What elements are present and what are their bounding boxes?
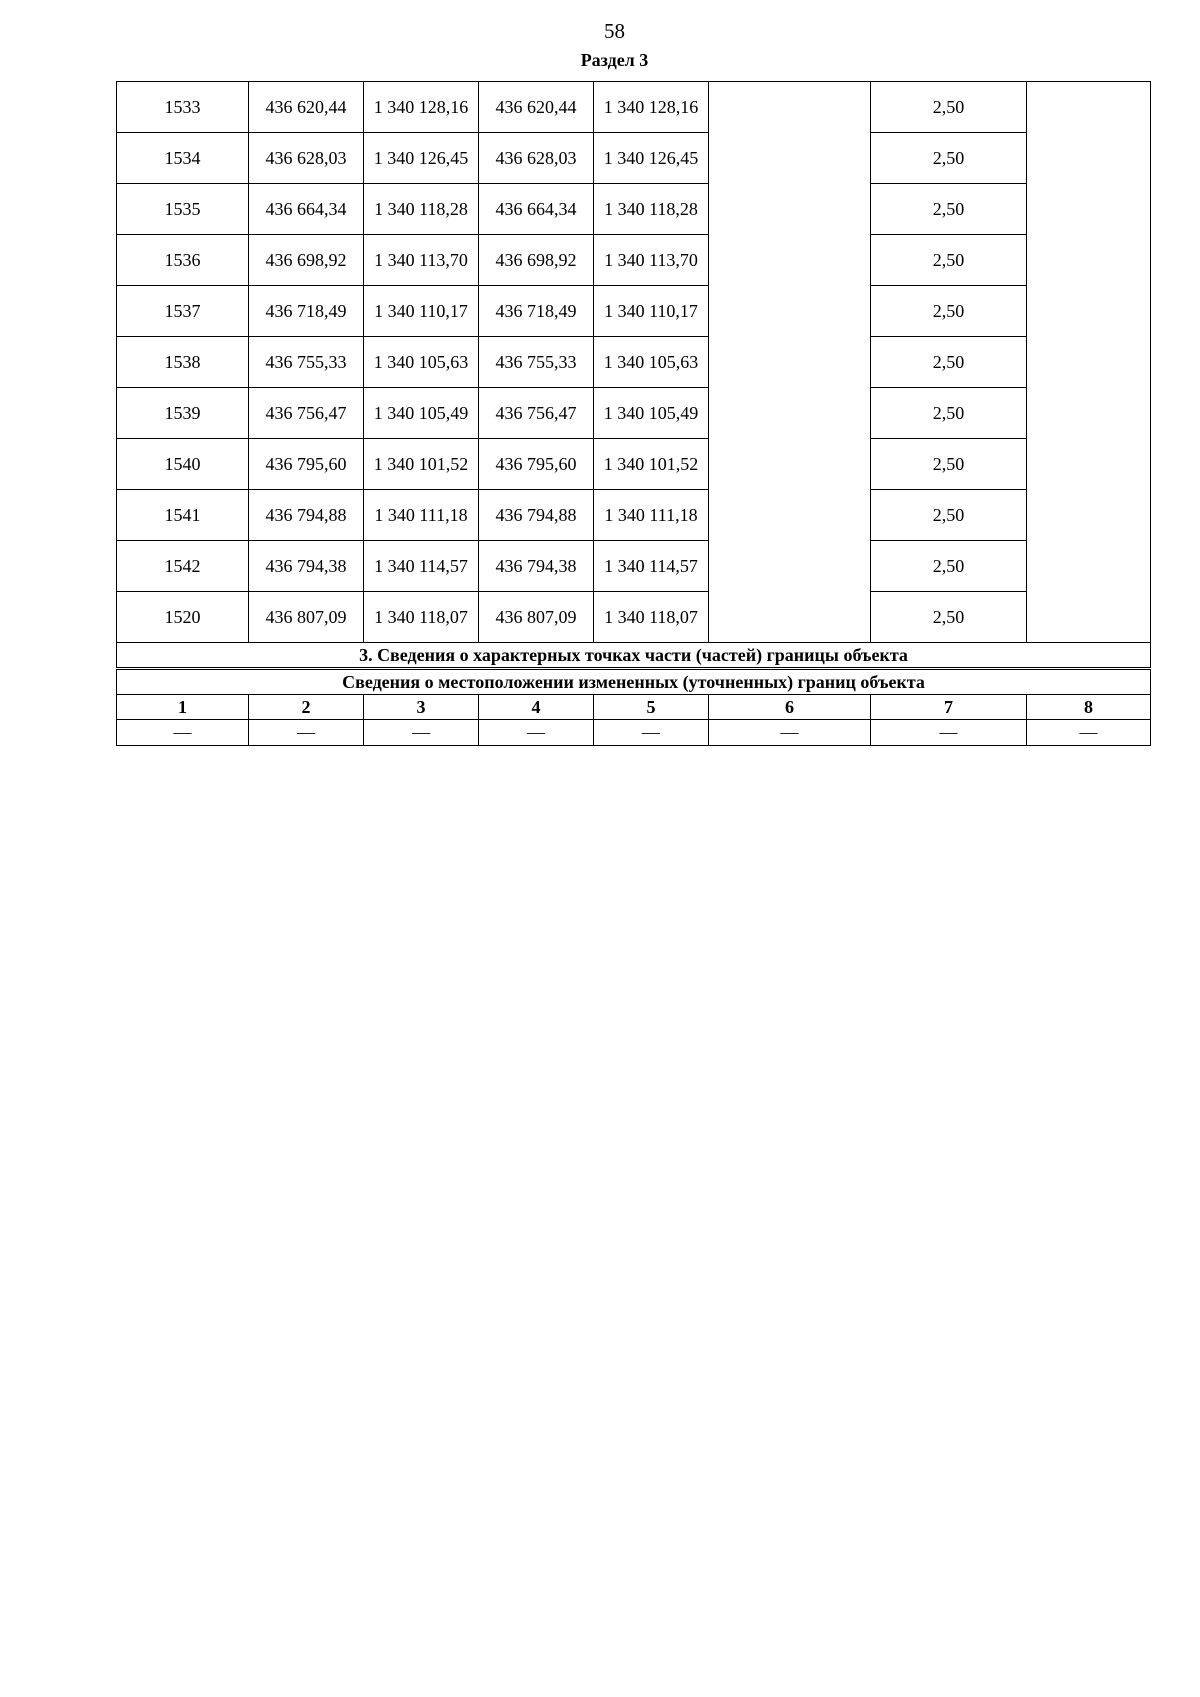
- column-number: 4: [479, 695, 594, 720]
- cell-x1: 436 756,47: [249, 388, 364, 439]
- cell-x2: 436 755,33: [479, 337, 594, 388]
- table-row: [117, 388, 1151, 439]
- table-row: [117, 235, 1151, 286]
- cell-point: 1541: [117, 490, 249, 541]
- table-row: [117, 592, 1151, 643]
- cell-x2: 436 664,34: [479, 184, 594, 235]
- cell-x1: 436 664,34: [249, 184, 364, 235]
- cell-accuracy: 2,50: [871, 439, 1027, 490]
- table-row: [117, 133, 1151, 184]
- column-number: 2: [249, 695, 364, 720]
- cell-point: 1520: [117, 592, 249, 643]
- cell-point: 1534: [117, 133, 249, 184]
- cell-x2: 436 620,44: [479, 82, 594, 133]
- cell-x2: 436 698,92: [479, 235, 594, 286]
- column-number: 7: [871, 695, 1027, 720]
- table-row: [117, 439, 1151, 490]
- dash-cell: —: [709, 720, 871, 746]
- dash-cell: —: [364, 720, 479, 746]
- cell-y1: 1 340 118,07: [364, 592, 479, 643]
- cell-y2: 1 340 118,28: [594, 184, 709, 235]
- cell-x1: 436 620,44: [249, 82, 364, 133]
- page-number: 58: [604, 19, 625, 43]
- cell-y1: 1 340 105,49: [364, 388, 479, 439]
- table-row: [117, 82, 1151, 133]
- cell-x2: 436 795,60: [479, 439, 594, 490]
- cell-accuracy: 2,50: [871, 235, 1027, 286]
- cell-x2: 436 794,88: [479, 490, 594, 541]
- cell-point: 1540: [117, 439, 249, 490]
- cell-y1: 1 340 128,16: [364, 82, 479, 133]
- dash-cell: —: [117, 720, 249, 746]
- column-number: 3: [364, 695, 479, 720]
- changed-bounds-heading: Сведения о местоположении измененных (уточненных) границ объекта: [117, 669, 1151, 695]
- table-row: [117, 337, 1151, 388]
- empty-column-6: [709, 82, 871, 643]
- dash-cell: —: [479, 720, 594, 746]
- cell-point: 1542: [117, 541, 249, 592]
- cell-accuracy: 2,50: [871, 388, 1027, 439]
- cell-x2: 436 807,09: [479, 592, 594, 643]
- empty-column-8: [1027, 82, 1151, 643]
- cell-y2: 1 340 114,57: [594, 541, 709, 592]
- column-number: 5: [594, 695, 709, 720]
- cell-y2: 1 340 105,63: [594, 337, 709, 388]
- dash-cell: —: [1027, 720, 1151, 746]
- dash-cell: —: [871, 720, 1027, 746]
- cell-accuracy: 2,50: [871, 490, 1027, 541]
- table-row: [117, 286, 1151, 337]
- cell-y1: 1 340 126,45: [364, 133, 479, 184]
- cell-y2: 1 340 110,17: [594, 286, 709, 337]
- table-row: [117, 184, 1151, 235]
- dash-cell: —: [249, 720, 364, 746]
- cell-y1: 1 340 101,52: [364, 439, 479, 490]
- cell-accuracy: 2,50: [871, 337, 1027, 388]
- cell-y2: 1 340 101,52: [594, 439, 709, 490]
- cell-x1: 436 755,33: [249, 337, 364, 388]
- cell-point: 1539: [117, 388, 249, 439]
- dash-cell: —: [594, 720, 709, 746]
- table-row: [117, 541, 1151, 592]
- cell-x1: 436 794,38: [249, 541, 364, 592]
- cell-y1: 1 340 118,28: [364, 184, 479, 235]
- column-number: 1: [117, 695, 249, 720]
- cell-y2: 1 340 113,70: [594, 235, 709, 286]
- cell-y2: 1 340 126,45: [594, 133, 709, 184]
- cell-y1: 1 340 111,18: [364, 490, 479, 541]
- cell-y1: 1 340 114,57: [364, 541, 479, 592]
- cell-x1: 436 794,88: [249, 490, 364, 541]
- cell-y1: 1 340 110,17: [364, 286, 479, 337]
- coordinates-table-body: [117, 82, 1151, 746]
- cell-x1: 436 698,92: [249, 235, 364, 286]
- part3-heading-row: [117, 643, 1151, 669]
- cell-accuracy: 2,50: [871, 592, 1027, 643]
- cell-x2: 436 718,49: [479, 286, 594, 337]
- cell-x2: 436 756,47: [479, 388, 594, 439]
- cell-point: 1535: [117, 184, 249, 235]
- cell-y2: 1 340 111,18: [594, 490, 709, 541]
- cell-accuracy: 2,50: [871, 286, 1027, 337]
- cell-point: 1536: [117, 235, 249, 286]
- coordinates-table: [116, 81, 1151, 746]
- cell-accuracy: 2,50: [871, 133, 1027, 184]
- cell-accuracy: 2,50: [871, 82, 1027, 133]
- column-number: 6: [709, 695, 871, 720]
- cell-y2: 1 340 118,07: [594, 592, 709, 643]
- section-title: Раздел 3: [580, 50, 649, 70]
- table-row: [117, 490, 1151, 541]
- cell-x1: 436 795,60: [249, 439, 364, 490]
- cell-y2: 1 340 128,16: [594, 82, 709, 133]
- column-number: 8: [1027, 695, 1151, 720]
- cell-point: 1537: [117, 286, 249, 337]
- column-number-row: [117, 695, 1151, 720]
- cell-point: 1538: [117, 337, 249, 388]
- part3-heading: 3. Сведения о характерных точках части (частей) границы объекта: [117, 643, 1151, 669]
- cell-y1: 1 340 105,63: [364, 337, 479, 388]
- cell-y2: 1 340 105,49: [594, 388, 709, 439]
- cell-x2: 436 628,03: [479, 133, 594, 184]
- changed-bounds-heading-row: [117, 669, 1151, 695]
- empty-data-row: [117, 720, 1151, 746]
- cell-y1: 1 340 113,70: [364, 235, 479, 286]
- cell-accuracy: 2,50: [871, 184, 1027, 235]
- cell-point: 1533: [117, 82, 249, 133]
- cell-x1: 436 628,03: [249, 133, 364, 184]
- cell-x1: 436 718,49: [249, 286, 364, 337]
- cell-x2: 436 794,38: [479, 541, 594, 592]
- cell-x1: 436 807,09: [249, 592, 364, 643]
- cell-accuracy: 2,50: [871, 541, 1027, 592]
